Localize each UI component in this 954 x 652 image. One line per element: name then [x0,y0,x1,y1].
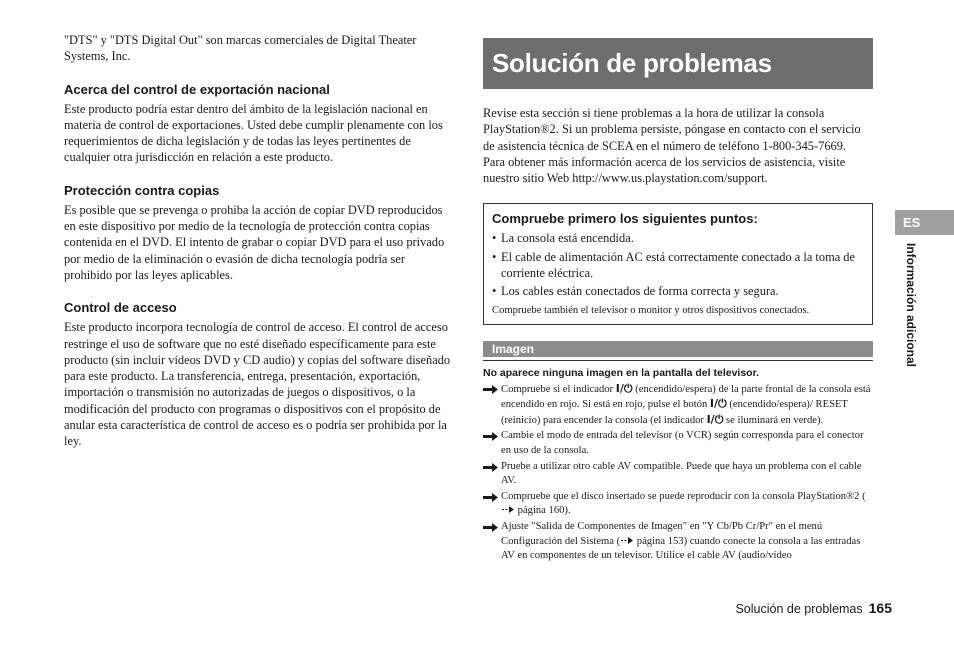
problem-heading: No aparece ninguna imagen en la pantalla del televisor. [483,366,760,379]
solution-item: Compruebe que el disco insertado se puede reproducir con la consola PlayStation®2 ( página 160). [483,490,873,519]
bullet-icon: • [492,231,497,246]
page-reference-icon [620,536,634,545]
checklist-note: Compruebe también el televisor o monitor y otros dispositivos conectados. [492,304,810,316]
trademark-notice: "DTS" y "DTS Digital Out" son marcas comerciales de Digital Theater Systems, Inc. [64,33,417,64]
power-standby-icon: I/⏻ [709,397,727,411]
left-column [64,32,452,450]
arrow-right-icon [483,493,498,502]
section-heading: Control de acceso [64,300,177,316]
right-column [483,38,873,564]
checklist-item: • La consola está encendida. [492,231,634,246]
chapter-label: Información adicional [904,243,918,368]
arrow-right-icon [483,463,498,472]
bullet-icon: • [492,249,497,264]
section-heading: Acerca del control de exportación nacional [64,81,330,97]
checklist-item: • El cable de alimentación AC está correctamente conectado a la toma de corriente eléctrica. [492,249,855,281]
solution-item: Pruebe a utilizar otro cable AV compatible. Puede que haya un problema con el cable AV. [483,460,873,489]
section-heading: Protección contra copias [64,182,220,198]
copy-protection-section [64,183,452,283]
power-standby-icon: I/⏻ [615,381,633,395]
page-number: 165 [868,600,892,616]
arrow-right-icon [483,523,498,532]
intro [483,105,873,186]
page-reference-icon [501,505,515,514]
solution-item: Cambie el modo de entrada del televisor (o VCR) según corresponda para el conector en uso de la consola. [483,429,873,458]
checklist-heading: Compruebe primero los siguientes puntos: [492,211,758,227]
footer-section-label: Solución de problemas [735,602,863,616]
checklist-box [483,203,873,324]
arrow-right-icon [483,385,498,394]
arrow-right-icon [483,432,498,441]
page-footer [735,600,892,616]
section-body: Este producto podría estar dentro del ámbito de la legislación nacional en materia de control de exportaciones. Usted debe cumplir plenamente con los requerimientos de dicha legislación y de todas las leyes pertinentes de cualquier otra jurisdicción en relación a este producto. [64,101,443,165]
language-tab: ES [895,210,954,235]
checklist-item: • Los cables están conectados de forma correcta y segura. [492,284,779,299]
section-body: Es posible que se prevenga o prohiba la acción de copiar DVD reproducidos en este dispositivo por medio de la tecnología de protección contra copias contenida en el DVD. El intento de grabar o copiar DVD para el uso privado por medio de la eliminación o evasión de dicha tecnología podría ser prohibido por las leyes aplicables. [64,202,445,282]
divider [483,360,873,361]
page-title: Solución de problemas [492,48,772,78]
intro-paragraph: Revise esta sección si tiene problemas a la hora de utilizar la consola PlayStation®2. Si un problema persiste, póngase en contacto con el servicio de asistencia técnica de SCEA en el número de teléfono 1-800-345-7669. [483,106,861,153]
solution-item: Ajuste "Salida de Componentes de Imagen" en "Y Cb/Pb Cr/Pr" en el menú Configuración del Sistema ( página 153) cuando conecte la consola a las entradas AV en componentes de un televisor. Utilice el cable AV (audio/vídeo [483,520,873,564]
page-title-bar [483,38,873,89]
subsection-heading-imagen: Imagen [483,341,873,357]
solution-item: Compruebe si el indicador I/⏻ (encendido/espera) de la parte frontal de la consola está encendido en rojo. Si está en rojo, pulse el botón I/⏻ (encendido/espera)/ RESET (reinicio) para encender la consola (el indicador I/⏻ se iluminará en verde). [483,382,873,429]
access-control-section [64,300,452,449]
export-control-section [64,82,452,166]
power-standby-icon: I/⏻ [706,412,724,426]
section-body: Este producto incorpora tecnología de control de acceso. El control de acceso restringe el uso de software que no esté diseñado específicamente para este producto (sin incluir vídeos DVD y CD audio) y copias del software diseñado para este producto. La transferencia, entrega, presentación, exportación, importación o transmisión no autorizadas de juegos o dispositivos, o la modificación del producto con programas o dispositivos con el propósito de anular esta característica de control de acceso es o podría ser prohibida por la ley. [64,320,451,449]
intro-paragraph-support: Para obtener más información acerca de los servicios de asistencia, visite nuestro sitio Web http://www.us.playstation.com/support. [483,154,846,186]
bullet-icon: • [492,284,497,299]
